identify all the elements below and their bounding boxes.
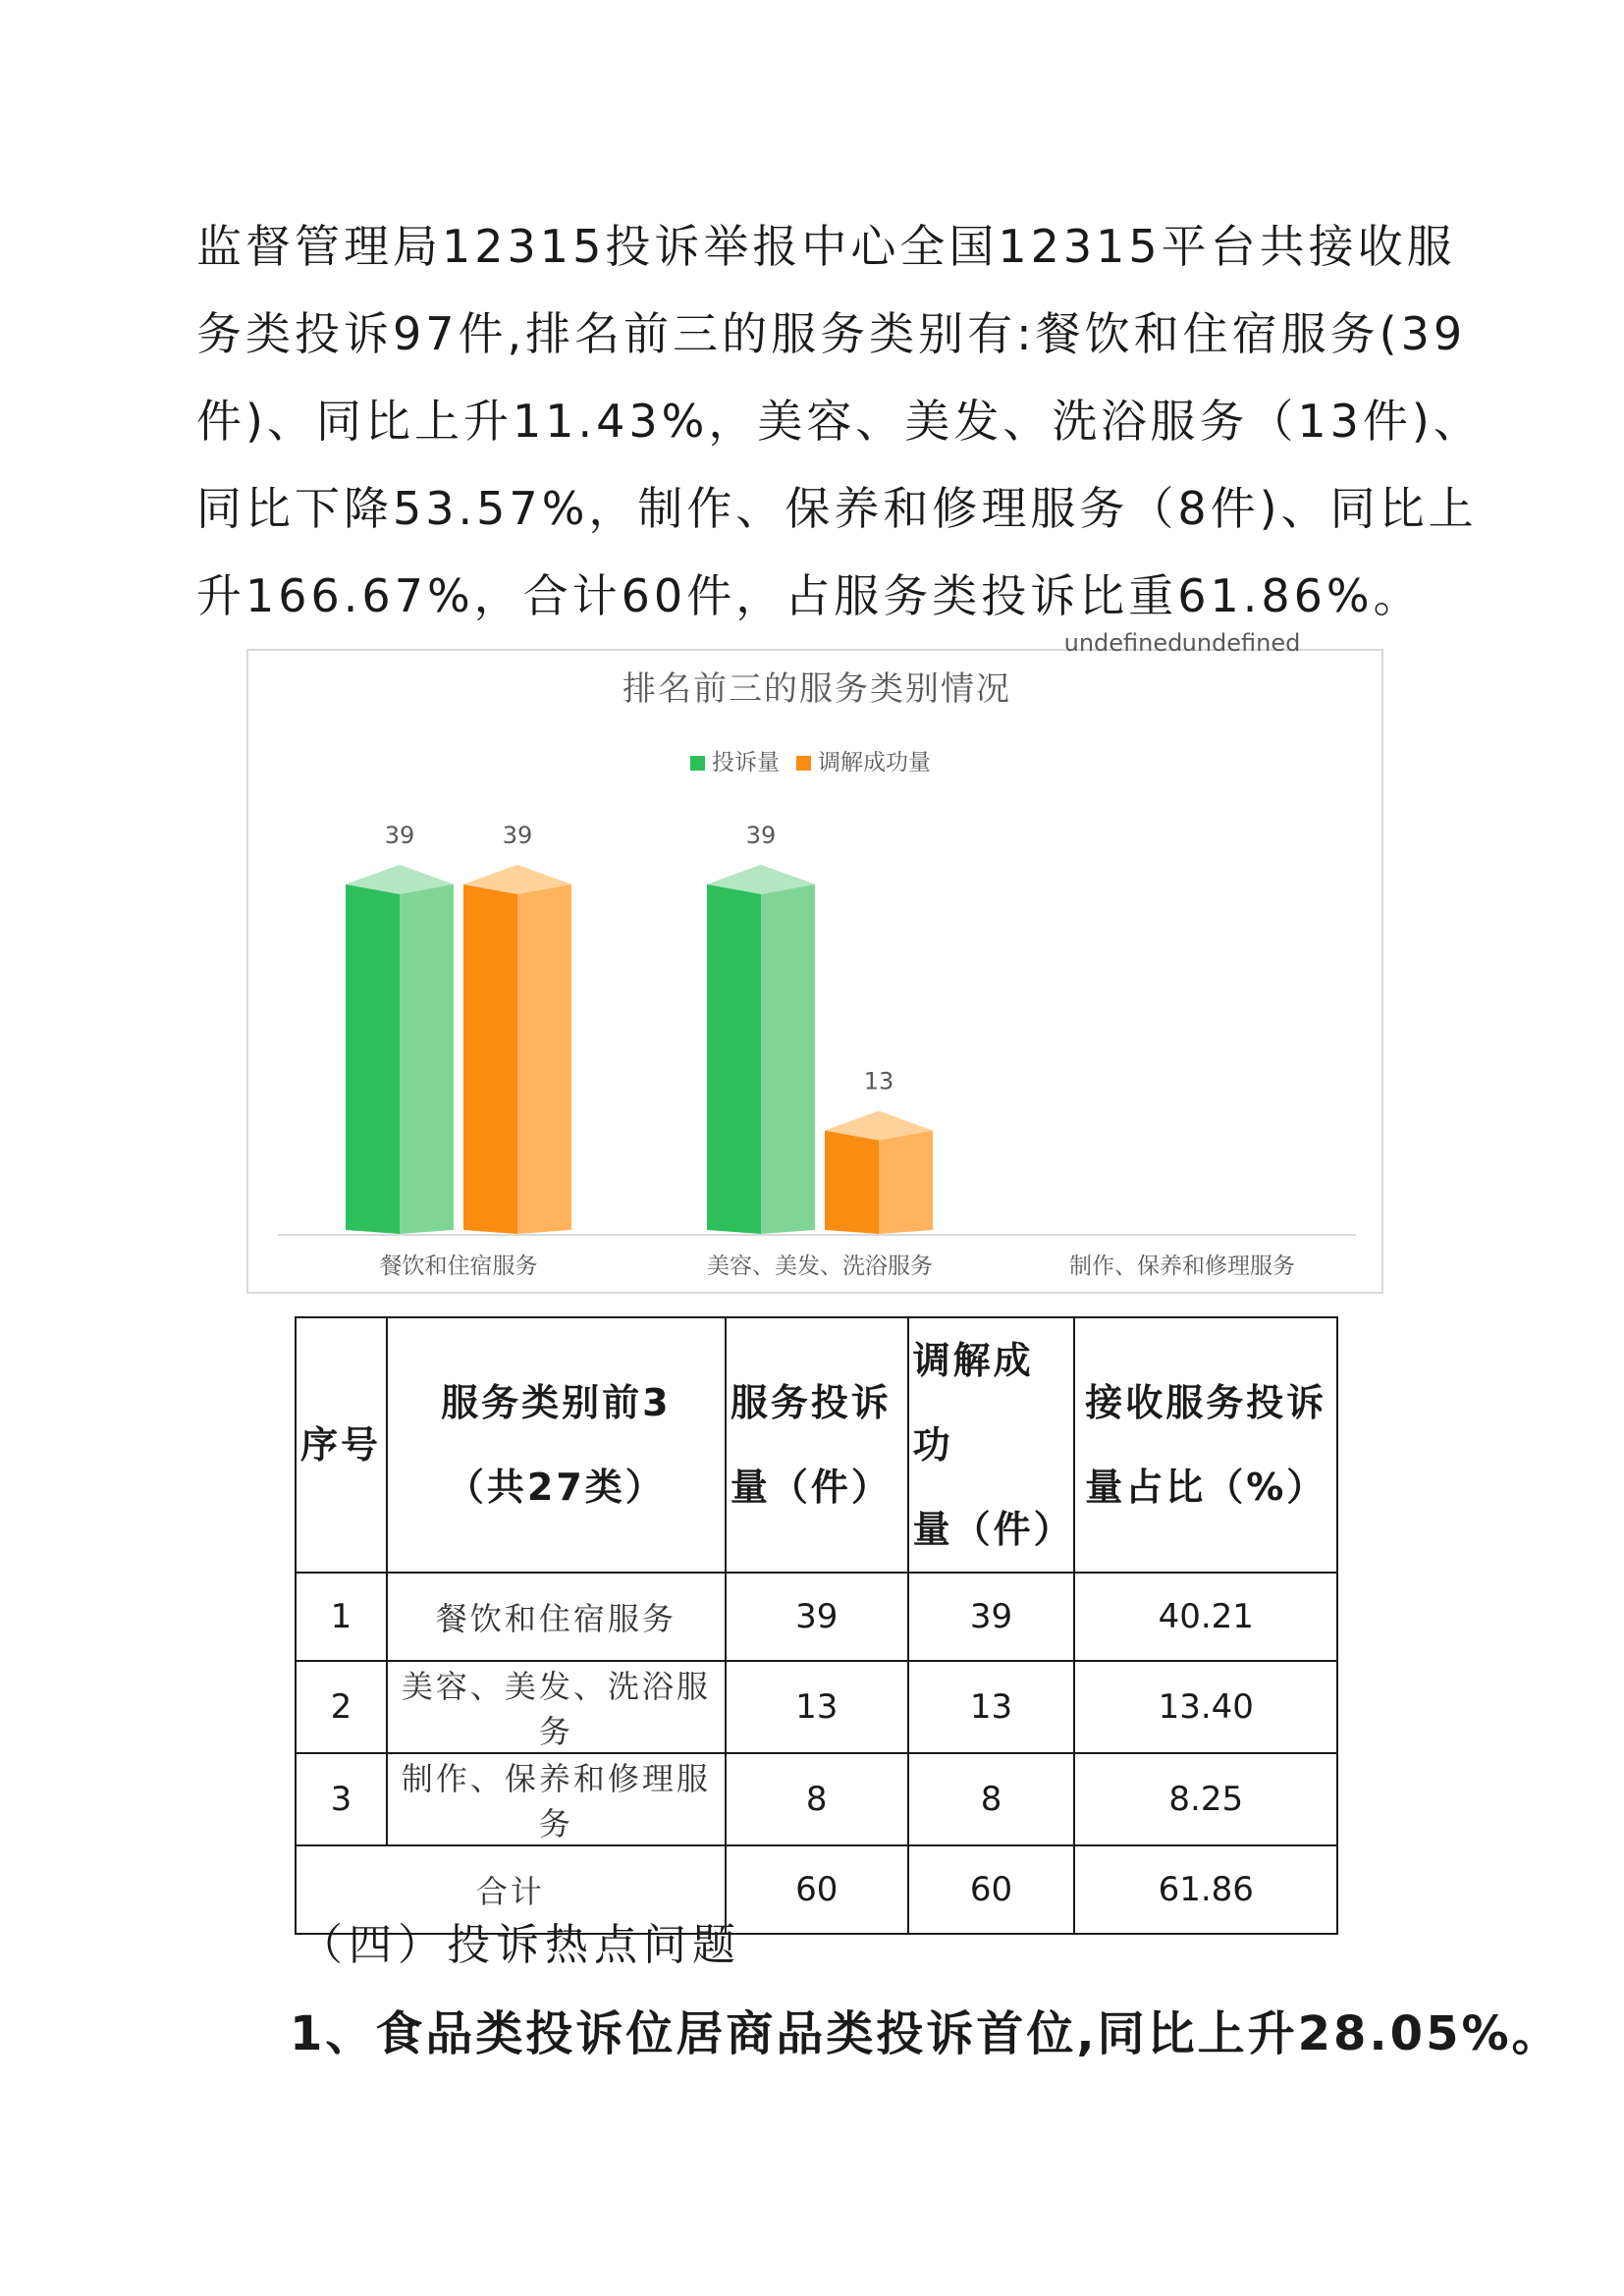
bar-front <box>825 1131 879 1234</box>
cell-total-complaints: 60 <box>726 1845 908 1934</box>
cell-category: 美容、美发、洗浴服务 <box>387 1661 726 1753</box>
paragraph-line: 件)、同比上升11.43%，美容、美发、洗浴服务（13件)、 <box>196 395 1483 448</box>
cell-complaints: 8 <box>726 1753 908 1845</box>
category-label: 制作、保养和修理服务 <box>1069 1254 1295 1279</box>
cell-no: 2 <box>296 1661 387 1753</box>
cell-mediated: 8 <box>908 1753 1075 1845</box>
bar-value-label: 39 <box>745 821 777 849</box>
chart-svg <box>248 629 1385 1296</box>
bar-side <box>517 884 571 1234</box>
cell-share: 13.40 <box>1074 1661 1337 1753</box>
bar-front <box>463 884 517 1234</box>
cell-total-label: 合计 <box>296 1845 726 1934</box>
cell-total-mediated: 60 <box>908 1845 1075 1934</box>
header-share: 接收服务投诉 量占比（%） <box>1074 1317 1337 1573</box>
cell-no: 1 <box>296 1573 387 1661</box>
category-label: 餐饮和住宿服务 <box>379 1254 538 1279</box>
table-row <box>296 1661 1337 1753</box>
bar-value-label: undefined <box>1063 629 1183 657</box>
table-header-row <box>296 1317 1337 1573</box>
cell-share: 40.21 <box>1074 1573 1337 1661</box>
bar-side <box>879 1131 933 1234</box>
legend-label: 投诉量 <box>712 750 780 775</box>
paragraph-line: 务类投诉97件,排名前三的服务类别有:餐饮和住宿服务(39 <box>196 307 1467 360</box>
header-complaints: 服务投诉 量（件） <box>726 1317 908 1573</box>
cell-share: 8.25 <box>1074 1753 1337 1845</box>
table-row <box>296 1753 1337 1845</box>
bar-value-label: undefined <box>1181 629 1301 657</box>
legend-swatch <box>690 756 705 771</box>
table-row <box>296 1573 1337 1661</box>
cell-mediated: 39 <box>908 1573 1075 1661</box>
bar-front <box>346 884 400 1234</box>
chart-title: 排名前三的服务类别情况 <box>623 669 1011 709</box>
subheading: 1、食品类投诉位居商品类投诉首位,同比上升28.05%。 <box>290 2006 1562 2061</box>
paragraph-line: 升166.67%，合计60件，占服务类投诉比重61.86%。 <box>196 569 1423 622</box>
bar-side <box>400 884 454 1234</box>
bar-value-label: 39 <box>502 821 533 849</box>
cell-mediated: 13 <box>908 1661 1075 1753</box>
cell-category: 餐饮和住宿服务 <box>387 1573 726 1661</box>
header-no: 序号 <box>296 1317 387 1573</box>
cell-complaints: 39 <box>726 1573 908 1661</box>
bar-value-label: 13 <box>863 1067 894 1095</box>
section-heading: （四）投诉热点问题 <box>299 1920 741 1970</box>
bar-value-label: 39 <box>384 821 415 849</box>
cell-complaints: 13 <box>726 1661 908 1753</box>
legend-label: 调解成功量 <box>818 750 931 775</box>
legend-swatch <box>796 756 811 771</box>
header-category: 服务类别前3 （共27类） <box>387 1317 726 1573</box>
bar-front <box>707 884 761 1234</box>
cell-category: 制作、保养和修理服务 <box>387 1753 726 1845</box>
category-label: 美容、美发、洗浴服务 <box>707 1254 933 1279</box>
bar-chart <box>246 629 1383 1294</box>
header-mediated: 调解成功 量（件） <box>908 1317 1075 1573</box>
paragraph-line: 同比下降53.57%，制作、保养和修理服务（8件)、同比上 <box>196 482 1478 535</box>
cell-total-share: 61.86 <box>1074 1845 1337 1934</box>
paragraph-line: 监督管理局12315投诉举报中心全国12315平台共接收服 <box>196 220 1456 273</box>
bar-side <box>761 884 815 1234</box>
cell-no: 3 <box>296 1753 387 1845</box>
intro-paragraph <box>196 203 1483 640</box>
data-table <box>295 1316 1338 1935</box>
